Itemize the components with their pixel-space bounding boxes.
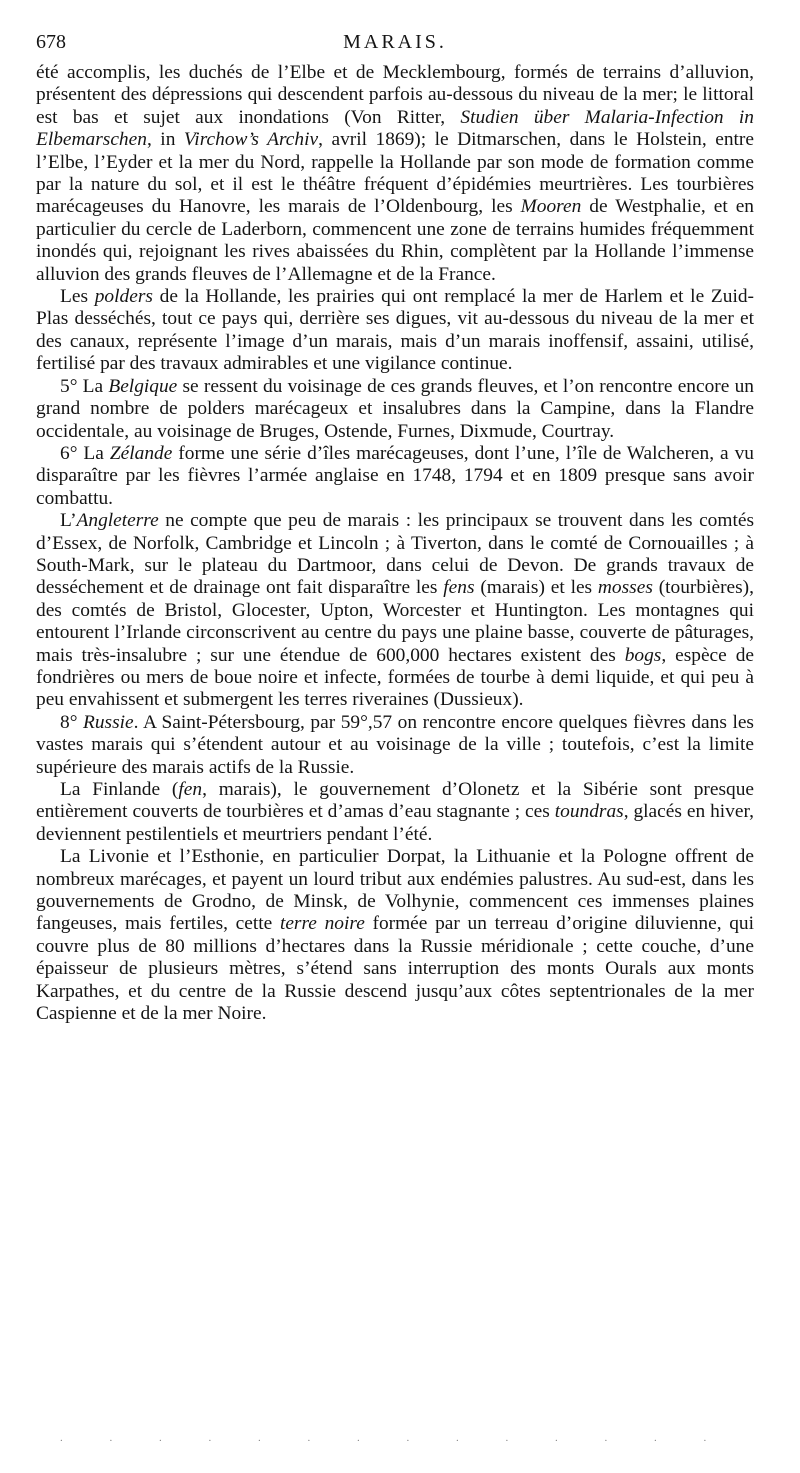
running-head: MARAIS. — [343, 31, 447, 53]
text-run: 5° La — [60, 375, 109, 397]
paragraph-3 — [36, 376, 754, 443]
text-run: (marais) et les — [474, 577, 598, 599]
italic-text: Belgique — [108, 375, 178, 397]
text-run: formée par un terreau d’origine diluvienne, qui couvre plus de 80 millions d’hectares dans la Russie méridionale ; cette couche, d’une épaisseur de plusieurs mètres, s’étend sans interruption des monts Ourals aux monts Karpathes, et du centre de la Russie descend jusqu’aux côtes septentrionales de la mer Caspienne et de la mer Noire. — [36, 913, 755, 1025]
footer-marks: . . . . . . . . . . . . . . — [60, 1432, 729, 1444]
text-run: se ressent du voisinage de ces grands fleuves, et l’on rencontre encore un grand nombre de polders marécageux et insalubres dans la Campine, dans la Flandre occidentale, au voisinage de Bruges, Ostende, Furnes, Dixmude, Courtray. — [36, 375, 754, 442]
text-run: La Livonie et l’Esthonie, en particulier Dorpat, la Lithuanie et la Pologne offrent de nombreux marécages, et payent un lourd tribut aux endémies palustres. Au sud-est, dans les gouvernements de Grodno, de Minsk, de Volhynie, commencent ces immenses plaines fangeuses, mais fertiles, cette — [36, 846, 754, 935]
text-run: (tourbières), des comtés de Bristol, Glocester, Upton, Worcester et Huntington. Les montagnes qui entourent l’Irlande circonscrivent au centre du pays une plaine basse, couverte de pâturages, mais très-insalubre ; sur une étendue de 600,000 hectares existent des — [36, 577, 754, 666]
italic-text: Russie — [83, 711, 134, 733]
italic-text: terre noire — [279, 913, 365, 935]
paragraph-4 — [36, 443, 754, 510]
paragraph-5 — [36, 510, 754, 712]
italic-text: bogs — [624, 644, 662, 666]
text-run: forme une série d’îles marécageuses, dont l’une, l’île de Walcheren, a vu disparaître par les fièvres l’armée anglaise en 1748, 1794 et en 1809 presque sans avoir combattu. — [36, 442, 754, 509]
paragraph-1 — [36, 62, 754, 286]
text-run: , avril 1869); le Ditmarschen, dans le Holstein, entre l’Elbe, l’Eyder et la mer du Nord, rappelle la Hollande par son mode de formation comme par la nature du sol, et il est le théâtre fréquent d’épidémies meurtrières. Les tourbières marécageuses du Hanovre, les marais de l’Oldenbourg, les — [36, 129, 754, 218]
text-run: , in — [146, 129, 184, 151]
italic-text: fens — [443, 577, 475, 599]
text-run: de la Hollande, les prairies qui ont remplacé la mer de Harlem et le Zuid-Plas desséchés, tout ce pays qui, derrière ses digues, vit au-dessous du niveau de la mer et des canaux, représente l’image d’un marais, mais d’un marais inoffensif, assaini, utilisé, fertilisé par des travaux admirables et une vigilance continue. — [36, 286, 754, 375]
text-run: 8° — [60, 711, 83, 733]
paragraph-2 — [36, 286, 754, 376]
text-run: . A Saint-Pétersbourg, par 59°,57 on rencontre encore quelques fièvres dans les vastes marais qui s’étendent autour et au voisinage de la ville ; toutefois, c’est la limite supérieure des marais actifs de la Russie. — [36, 711, 754, 778]
italic-text: Mooren — [520, 196, 582, 218]
text-run: Les — [60, 286, 95, 308]
italic-text: fen — [178, 779, 203, 800]
italic-text: Virchow’s Archiv — [183, 129, 319, 151]
text-run: , marais), le gouvernement d’Olonetz et la Sibérie sont presque entièrement couverts de tourbières et d’amas d’eau stagnante ; ces — [36, 779, 755, 823]
text-run: 6° La — [60, 442, 110, 464]
body-text — [36, 62, 754, 1025]
text-run: La Finlande ( — [60, 779, 179, 800]
text-run: de Westphalie, et en particulier du cercle de Laderborn, commencent une zone de terrains humides fréquemment inondés qui, rejoignant les rives abaissées du Rhin, complètent par la Hollande l’immense alluvion des grands fleuves de l’Allemagne et de la France. — [36, 196, 754, 285]
page-number: 678 — [36, 31, 66, 53]
text-run: , espèce de fondrières ou mers de boue noire et infecte, formées de tourbe à demi liquide, et qui peu à peu envahissent et submergent les terres riveraines (Dussieux). — [36, 644, 754, 711]
text-run: L’ — [60, 510, 77, 532]
paragraph-7 — [36, 779, 754, 846]
page-header — [36, 30, 754, 54]
text-run: , glacés en hiver, deviennent pestilentiels et meurtriers pendant l’été. — [36, 801, 754, 845]
italic-text: Angleterre — [76, 510, 159, 532]
paragraph-8 — [36, 846, 754, 1025]
italic-text: polders — [94, 286, 153, 308]
text-run: été accomplis, les duchés de l’Elbe et de Mecklembourg, formés de terrains d’alluvion, présentent des dépressions qui descendent parfois au-dessous du niveau de la mer; le littoral est bas et sujet aux inondations (Von Ritter, — [36, 62, 754, 128]
paragraph-6 — [36, 712, 754, 779]
italic-text: Zélande — [109, 442, 173, 464]
italic-text: Studien über Malaria-Infection in Elbemarschen — [36, 106, 754, 151]
text-run: ne compte que peu de marais : les principaux se trouvent dans les comtés d’Essex, de Norfolk, Cambridge et Lincoln ; à Tiverton, dans le comté de Cornouailles ; à South-Mark, sur le plateau du Dartmoor, dans celui de Devon. De grands travaux de desséchement et de drainage ont fait disparaître les — [36, 510, 754, 599]
italic-text: mosses — [597, 577, 653, 599]
italic-text: toundras — [554, 801, 624, 823]
